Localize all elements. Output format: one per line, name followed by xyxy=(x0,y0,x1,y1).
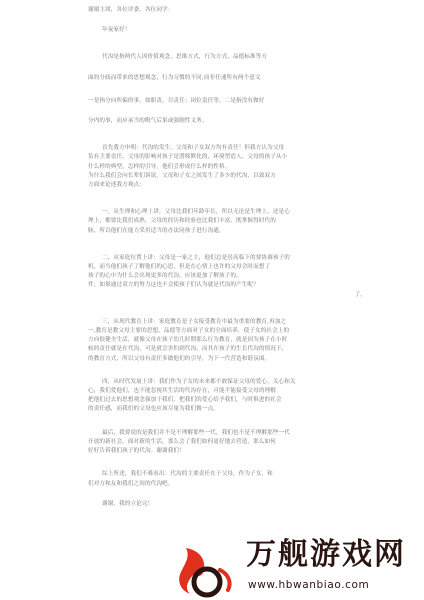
paragraph-line: 们对方和友和我们之间的代沟吧。 xyxy=(88,480,174,487)
paragraph-line: 三，从现代教育上讲：家庭教育是子女接受教育中最为重要的教育,再加之 xyxy=(102,318,287,325)
watermark-title: 万舰游戏网 xyxy=(246,537,406,572)
paragraph-line: 什么样的典型，怎样的引导，他们会形成什么样的性格。 xyxy=(88,163,231,170)
paragraph-line: 理上，都要比我们成熟，父母的经历和经验也比我们丰富，既掌握得时代的 xyxy=(88,218,276,225)
paragraph-line: 首先我方申明：代沟的发生，父母和子女双方均有责任！但我方认为父母 xyxy=(102,145,285,152)
watermark-url: www.hbwanbiao.com xyxy=(248,579,370,591)
paragraph-line: 把他们过去的思想观念强加于我们，把我们的爱心给予我们，与时俱进的社会 xyxy=(88,397,282,404)
closing-line: 谢谢，我的立论完！ xyxy=(102,500,154,507)
paragraph-line: 心，我们爱他们，也不能忽视其生活的代沟存在，可能不能接受父母的理解 xyxy=(88,388,276,395)
paragraph-line: 四，从时代发展上讲：我们作为子女的未来都不敢保证父母的爱心，关心和关 xyxy=(102,378,296,385)
paragraph-line: 脉，所以他们在能力采用适当的办法同孩子进行沟通。 xyxy=(88,227,225,234)
paragraph-line: 了。 xyxy=(354,291,366,298)
greeting-line: 谢谢主席，各位评委，各位同学： xyxy=(88,7,174,13)
paragraph-line: 开放的新社会，面对新的生活，那么会了我们如何更好地去营造，那么如何 xyxy=(88,438,276,445)
paragraph-line: 分内的事，而应承当的晦气后果或强制性义务。 xyxy=(88,118,208,125)
paragraph-line: 面的分歧而带来的思想观念，行为习惯的不同,而非任速所有两个意义 xyxy=(88,74,261,81)
paragraph-line: 方面来论述我方观点： xyxy=(88,182,145,189)
paragraph-line: 一是指分向所偏的事，如职责，尽责任；岗位责任等。二是指没有做好 xyxy=(88,97,265,104)
paragraph-line: 好好告诉我们孩子的代沟。谢谢我们！ xyxy=(88,448,185,455)
site-watermark xyxy=(176,534,424,600)
paragraph-line: 负有主要责任，父母的影响对孩子是潜移默化的，环境塑造人，父母的孩子从小 xyxy=(88,154,288,161)
paragraph-line: 代沟是指两代人因价值观念，思维方式，行为方式，品德标准等方 xyxy=(102,54,268,61)
flame-logo-icon xyxy=(176,540,234,598)
paragraph-line: 综上所述，我们不难看出：代沟的主要责任在于父母，作为子女，和 xyxy=(102,471,273,478)
paragraph-line: 的责任感，而我们的父母也应该尽量为我们做一点。 xyxy=(88,406,219,413)
paragraph-line: 的教育方式，所以父母有责任多做他们的引导，为下一代营造和谐氛围。 xyxy=(88,355,271,362)
paragraph-line: 一,教育是教父母主要的思想，品德等方面对子女的全面培养，使子女的社会上的 xyxy=(88,328,290,335)
paragraph-line: 件，如果通过双方的努力这也不会使孩子们认为就是代沟的产生呢？ xyxy=(88,282,259,289)
paragraph-line: 为什么我们会向长辈们诉说，父母和子女之间发生了多少的代沟，以致双方 xyxy=(88,172,276,179)
paragraph-line: 一，从生理和心理上讲，父母比我们年龄年长，所以无论是生理上，还是心 xyxy=(102,209,290,216)
paragraph-line: 二，从家庭位置上讲：父母是一家之主，他们总是居高临下的要协调孩子的 xyxy=(102,254,290,261)
paragraph-line: 最后，我要说的是我们并不是不理解那些一代，我们也不是不理解那些一代 xyxy=(102,429,290,436)
greeting-line: 年夜家好！ xyxy=(102,27,131,34)
paragraph-line: 机，而当他们孩子了解他们的心思，但是在心情上也许的父母会时而想了 xyxy=(88,264,271,271)
paragraph-line: 候的责任就是在代沟，可是就会害怕到代沟，而其在孩子的生长代沟的情况下， xyxy=(88,346,288,353)
paragraph-line: 孩子的心中为什么会出现更多的代沟，应该更加了解孩子的。 xyxy=(88,273,242,280)
paragraph-line: 方向很健全生活，就像父母在孩子幼儿时期那么行为教育，就是因为孩子在小时 xyxy=(88,337,288,344)
